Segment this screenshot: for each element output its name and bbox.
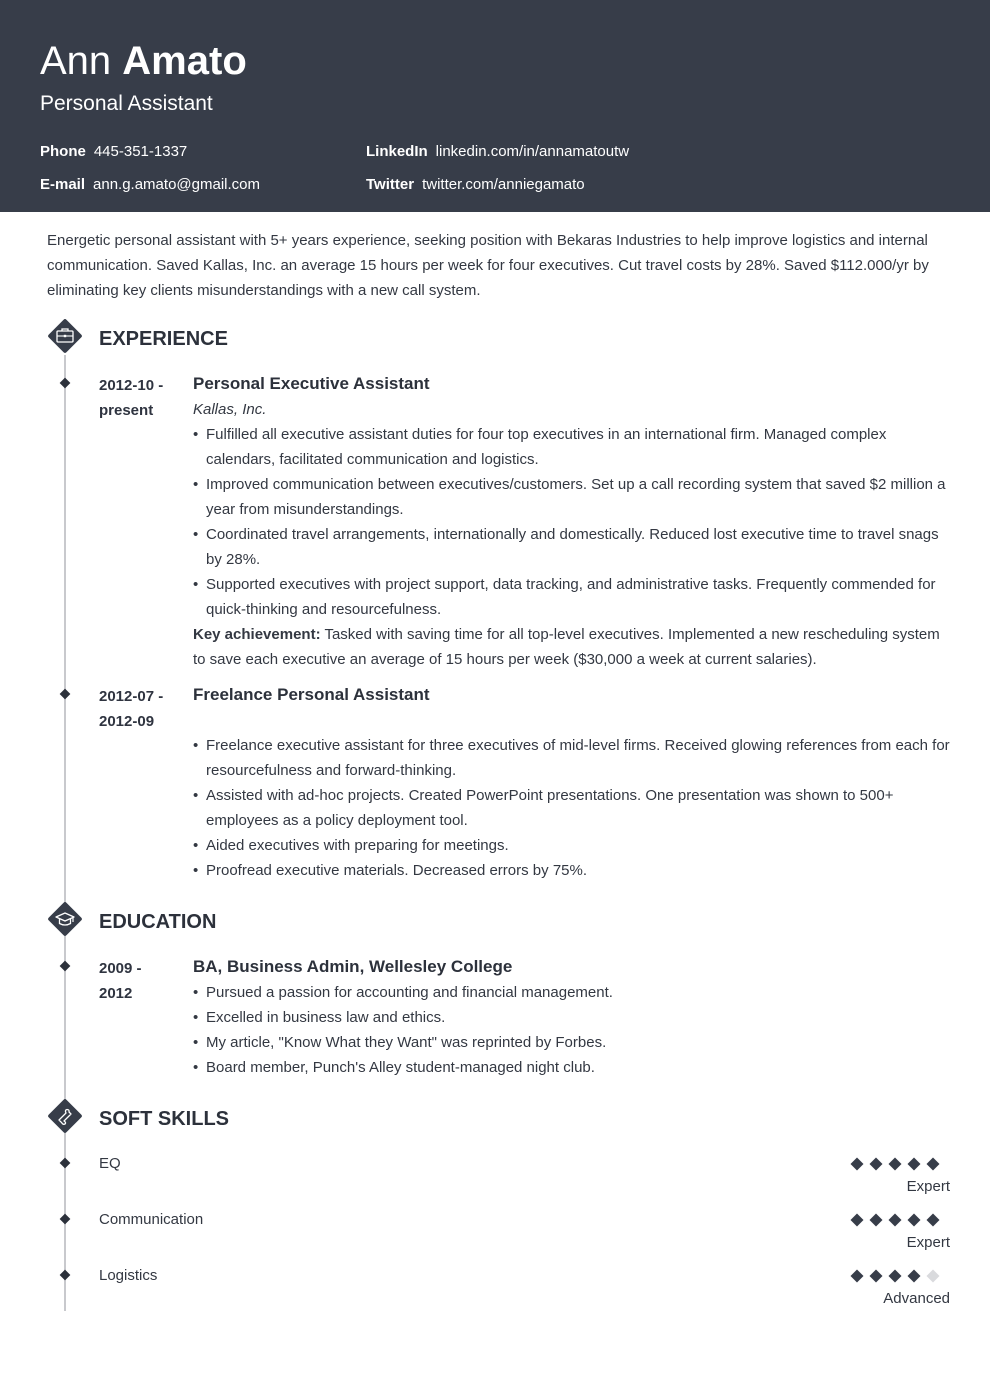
skill-rating	[850, 1213, 950, 1227]
rating-diamond-filled	[907, 1213, 920, 1226]
contact-linkedin	[366, 143, 629, 161]
education-entry	[193, 955, 953, 1080]
briefcase-icon	[47, 318, 83, 354]
last-name: Amato	[122, 39, 247, 83]
date-start: 2012-10 -	[99, 377, 164, 394]
education-date	[99, 956, 179, 1006]
skill-rating	[850, 1157, 950, 1171]
rating-diamond-filled	[926, 1213, 939, 1226]
rating-diamond-filled	[888, 1213, 901, 1226]
timeline-dot	[59, 1213, 71, 1225]
list-item: • Freelance executive assistant for three executives of mid-level firms. Received glowing references from each for resourcefulness and forward-thinking.	[193, 733, 953, 783]
date-end: present	[99, 402, 154, 419]
skill-name: Communication	[99, 1211, 204, 1228]
date-end: 2012-09	[99, 713, 155, 730]
timeline-dot	[59, 960, 71, 972]
rating-diamond-filled	[869, 1157, 882, 1170]
list-item: • Proofread executive materials. Decreased errors by 75%.	[193, 858, 953, 883]
list-item: • Assisted with ad-hoc projects. Created PowerPoint presentations. One presentation was shown to 500+ employees as a policy deployment tool.	[193, 783, 953, 833]
job-bullets	[193, 422, 953, 622]
spacer	[193, 708, 953, 733]
list-item: • Supported executives with project support, data tracking, and administrative tasks. Frequently commended for quick-thinking and resourcefulness.	[193, 572, 953, 622]
job-date	[99, 373, 179, 423]
job-title-heading: Freelance Personal Assistant	[193, 685, 430, 704]
list-item: • Fulfilled all executive assistant duties for four top executives in an international firm. Managed complex calendars, facilitated communication and logistics.	[193, 422, 953, 472]
email-value[interactable]: ann.g.amato@gmail.com	[93, 176, 260, 193]
linkedin-label: LinkedIn	[366, 143, 428, 160]
contact-email	[40, 176, 260, 194]
timeline-dot	[59, 377, 71, 389]
timeline-dot	[59, 1157, 71, 1169]
skill-name: Logistics	[99, 1267, 158, 1284]
rating-diamond-filled	[850, 1213, 863, 1226]
list-item: • Coordinated travel arrangements, internationally and domestically. Reduced lost executive time to travel snags by 28%.	[193, 522, 953, 572]
timeline-dot	[59, 1269, 71, 1281]
job-entry	[193, 372, 953, 672]
graduation-cap-icon	[47, 901, 83, 937]
list-item: • My article, "Know What they Want" was reprinted by Forbes.	[193, 1030, 953, 1055]
contact-phone	[40, 143, 187, 161]
job-title-heading: Personal Executive Assistant	[193, 374, 430, 393]
education-bullets	[193, 980, 953, 1080]
date-start: 2009 -	[99, 960, 142, 977]
rating-diamond-filled	[869, 1213, 882, 1226]
skill-name: EQ	[99, 1155, 121, 1172]
phone-label: Phone	[40, 143, 86, 160]
job-date	[99, 684, 179, 734]
education-section-title: EDUCATION	[99, 911, 217, 933]
skill-level: Advanced	[883, 1290, 950, 1307]
company-name: Kallas, Inc.	[193, 401, 267, 418]
rating-diamond-filled	[907, 1269, 920, 1282]
rating-diamond-filled	[926, 1157, 939, 1170]
twitter-value[interactable]: twitter.com/anniegamato	[422, 176, 585, 193]
skill-level: Expert	[906, 1178, 950, 1195]
rating-diamond-filled	[850, 1157, 863, 1170]
contact-twitter	[366, 176, 585, 194]
rating-diamond-empty	[926, 1269, 939, 1282]
twitter-label: Twitter	[366, 176, 415, 193]
puzzle-icon	[47, 1098, 83, 1134]
rating-diamond-filled	[907, 1157, 920, 1170]
skill-level: Expert	[906, 1234, 950, 1251]
list-item: • Aided executives with preparing for meetings.	[193, 833, 953, 858]
job-title: Personal Assistant	[40, 92, 213, 115]
rating-diamond-filled	[869, 1269, 882, 1282]
list-item: • Excelled in business law and ethics.	[193, 1005, 953, 1030]
list-item: • Board member, Punch's Alley student-managed night club.	[193, 1055, 953, 1080]
key-achievement	[193, 622, 953, 672]
first-name: Ann	[40, 39, 112, 83]
date-end: 2012	[99, 985, 133, 1002]
list-item: • Pursued a passion for accounting and financial management.	[193, 980, 953, 1005]
experience-section-title: EXPERIENCE	[99, 328, 228, 350]
email-label: E-mail	[40, 176, 86, 193]
linkedin-value[interactable]: linkedin.com/in/annamatoutw	[435, 143, 630, 160]
job-bullets	[193, 733, 953, 883]
timeline-dot	[59, 688, 71, 700]
rating-diamond-filled	[888, 1157, 901, 1170]
degree-heading: BA, Business Admin, Wellesley College	[193, 957, 513, 976]
achievement-label: Key achievement:	[193, 626, 321, 643]
phone-value[interactable]: 445-351-1337	[93, 143, 188, 160]
rating-diamond-filled	[888, 1269, 901, 1282]
date-start: 2012-07 -	[99, 688, 164, 705]
skills-section-title: SOFT SKILLS	[99, 1108, 229, 1130]
achievement-text: Tasked with saving time for all top-level executives. Implemented a new rescheduling system to save each executive an average of 15 hours per week ($30,000 a week at current salaries).	[193, 626, 940, 668]
candidate-name	[40, 38, 247, 84]
list-item: • Improved communication between executives/customers. Set up a call recording system that saved $2 million a year from misunderstandings.	[193, 472, 953, 522]
job-entry	[193, 683, 953, 883]
summary-text: Energetic personal assistant with 5+ years experience, seeking position with Bekaras Industries to help improve logistics and internal communication. Saved Kallas, Inc. an average 15 hours per week for four executives. Cut travel costs by 28%. Saved $112.000/yr by eliminating key clients misunderstandings with a new call system.	[47, 232, 929, 299]
rating-diamond-filled	[850, 1269, 863, 1282]
skill-rating	[850, 1269, 950, 1283]
resume-header	[0, 0, 990, 212]
